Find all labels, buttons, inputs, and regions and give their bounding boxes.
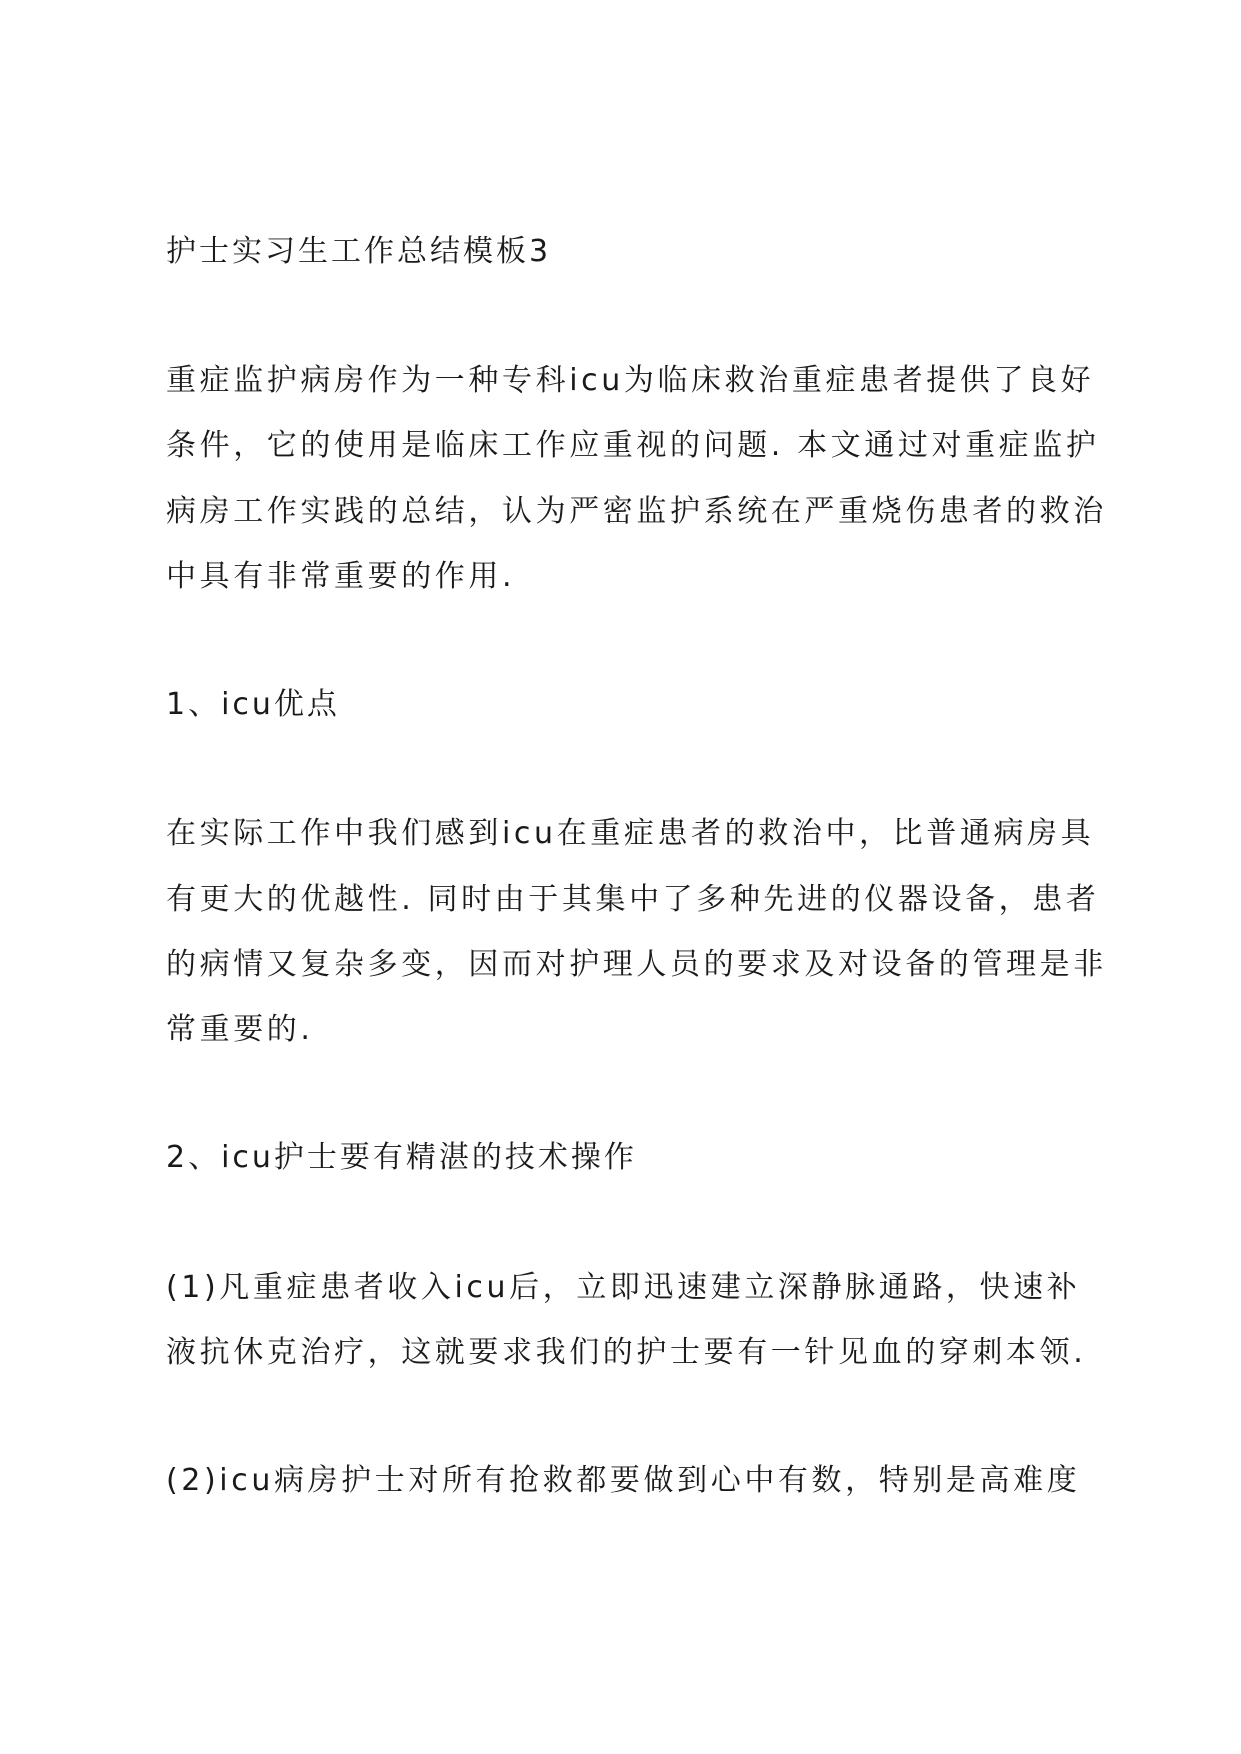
item1-paragraph-line: (1)凡重症患者收入icu后，立即迅速建立深静脉通路，快速补 (166, 1270, 1081, 1305)
section-heading-icu-advantages: 1、icu优点 (166, 687, 340, 722)
section1-paragraph-line: 常重要的. (166, 1012, 314, 1047)
section-heading-nurse-skills: 2、icu护士要有精湛的技术操作 (166, 1140, 637, 1175)
intro-paragraph-line: 条件，它的使用是临床工作应重视的问题. 本文通过对重症监护 (166, 428, 1100, 463)
intro-paragraph-line: 中具有非常重要的作用. (166, 559, 516, 594)
section1-paragraph-line: 在实际工作中我们感到icu在重症患者的救治中，比普通病房具 (166, 816, 1095, 851)
section1-paragraph-line: 的病情又复杂多变，因而对护理人员的要求及对设备的管理是非 (166, 947, 1107, 982)
document-title: 护士实习生工作总结模板3 (166, 234, 552, 269)
intro-paragraph-line: 病房工作实践的总结，认为严密监护系统在严重烧伤患者的救治 (166, 494, 1107, 529)
item2-paragraph-line: (2)icu病房护士对所有抢救都要做到心中有数，特别是高难度 (166, 1463, 1081, 1498)
item1-paragraph-line: 液抗休克治疗，这就要求我们的护士要有一针见血的穿刺本领. (166, 1335, 1087, 1370)
intro-paragraph-line: 重症监护病房作为一种专科icu为临床救治重症患者提供了良好 (166, 363, 1095, 398)
section1-paragraph-line: 有更大的优越性. 同时由于其集中了多种先进的仪器设备，患者 (166, 882, 1100, 917)
